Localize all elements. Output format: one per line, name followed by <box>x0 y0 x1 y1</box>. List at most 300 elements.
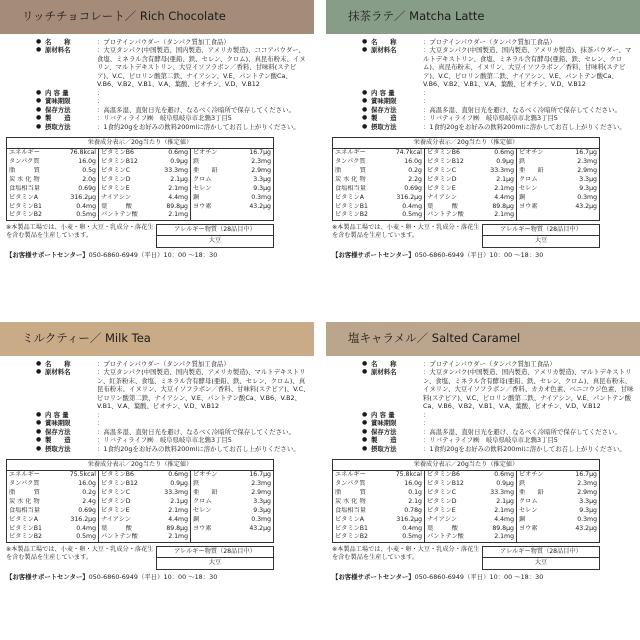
nutrition-column <box>7 471 99 542</box>
nutrient-row <box>99 203 190 212</box>
bullet-icon: ● <box>36 368 42 376</box>
nutrition-column <box>99 471 191 542</box>
field-label: 名 称 <box>371 360 397 368</box>
nutrient-name: 食塩相当量 <box>335 506 366 514</box>
nutrient-value: 4.4mg <box>168 515 188 523</box>
field-how-to <box>36 445 310 453</box>
field-value: ：高温多湿、直射日光を避け、なるべく冷暗所で保存してください。 <box>423 427 621 436</box>
nutrient-name: パントテン酸 <box>101 211 138 219</box>
nutrient-row <box>517 471 599 480</box>
nutrient-value: 2.1mg <box>494 211 514 219</box>
support-label: 【お客様サポートセンター】 <box>6 573 89 582</box>
product-panel-salted-caramel <box>326 322 640 638</box>
label-info <box>326 34 640 260</box>
field-how-to <box>36 123 310 131</box>
nutrient-name: 銅 <box>519 515 526 523</box>
field-value: ： <box>97 88 104 97</box>
allergen-note: ※本製品工場では、小麦・卵・大豆・乳成分・落花生を含む製品を生産しています。 <box>6 224 154 240</box>
field-ingredients <box>362 46 636 88</box>
label-footer <box>6 223 274 251</box>
nutrient-name: ナイアシン <box>101 193 131 201</box>
bullet-icon: ● <box>362 427 368 435</box>
nutrient-row <box>425 516 516 525</box>
support-center <box>6 573 310 581</box>
nutrition-column <box>517 471 599 542</box>
nutrient-name: ヨウ素 <box>193 524 212 532</box>
nutrient-row <box>191 480 273 489</box>
nutrient-value: 0.4mg <box>76 202 96 210</box>
nutrient-row <box>333 185 424 194</box>
nutrient-row <box>425 507 516 516</box>
product-title-band <box>0 322 314 356</box>
nutrient-value: 0.69g <box>78 506 96 514</box>
nutrient-name: タンパク質 <box>335 158 366 166</box>
field-storage <box>362 106 636 114</box>
support-center <box>332 251 636 259</box>
nutrient-value: 2.9mg <box>251 166 271 174</box>
nutrient-name: エネルギー <box>9 149 40 157</box>
nutrient-name: ナイアシン <box>427 515 457 523</box>
nutrient-row <box>517 489 599 498</box>
nutrient-row <box>517 516 599 525</box>
nutrient-value: 2.9mg <box>251 488 271 496</box>
nutrient-row <box>99 211 190 220</box>
nutrient-name: 鉄 <box>193 480 200 488</box>
field-label: 摂取方法 <box>371 444 397 453</box>
nutrient-name: ビタミンB12 <box>427 158 464 166</box>
nutrient-name: 炭 水 化 物 <box>9 175 40 183</box>
nutrition-column <box>333 149 425 220</box>
nutrient-value: 2.1µg <box>170 497 188 505</box>
nutrient-row <box>333 211 424 220</box>
nutrient-name: ビオチン <box>193 471 218 479</box>
nutrient-name: 食塩相当量 <box>335 184 366 192</box>
nutrient-row <box>99 471 190 480</box>
nutrient-row <box>425 158 516 167</box>
product-title: 抹茶ラテ／ Matcha Latte <box>348 9 485 24</box>
nutrient-name: ビタミンB1 <box>9 202 42 210</box>
nutrient-row <box>517 203 599 212</box>
field-label: 保存方法 <box>45 427 71 436</box>
nutrient-name: ナイアシン <box>427 193 457 201</box>
nutrient-row <box>425 194 516 203</box>
nutrient-row <box>517 498 599 507</box>
nutrient-row <box>99 533 190 542</box>
nutrient-row <box>425 480 516 489</box>
nutrient-name: 鉄 <box>519 158 526 166</box>
nutrient-name: 脂 質 <box>335 166 366 174</box>
nutrient-value: 43.2µg <box>575 202 597 210</box>
allergy-title: アレルギー物質（28品目中） <box>157 547 273 558</box>
nutrient-value: 2.9mg <box>577 488 597 496</box>
nutrient-row <box>191 194 273 203</box>
field-label: 名 称 <box>371 38 397 46</box>
nutrient-row <box>333 176 424 185</box>
nutrient-row <box>517 480 599 489</box>
nutrient-value: 33.3mg <box>490 166 514 174</box>
field-manufacturer <box>36 114 310 122</box>
nutrient-row <box>517 185 599 194</box>
nutrient-name: ヨウ素 <box>193 202 212 210</box>
field-value: ：1食約20gをお好みの飲料200mlに溶かしてお召し上がりください。 <box>423 122 626 131</box>
support-center <box>332 573 636 581</box>
nutrient-name: ビタミンE <box>101 184 130 192</box>
product-title: リッチチョコレート／ Rich Chocolate <box>22 9 226 24</box>
nutrition-table-title: 栄養成分表示／20g当たり（推定値） <box>7 460 273 471</box>
nutrient-value: 3.3µg <box>579 497 597 505</box>
nutrient-name: ビタミンB6 <box>101 149 134 157</box>
field-value: ：プロテインパウダー（タンパク質加工食品） <box>97 38 230 46</box>
field-value: ：高温多湿、直射日光を避け、なるべく冷暗所で保存してください。 <box>423 105 621 114</box>
nutrient-value: 16.0g <box>404 480 422 488</box>
field-label: 内 容 量 <box>371 410 395 419</box>
nutrient-row <box>191 176 273 185</box>
nutrient-value: 43.2µg <box>575 524 597 532</box>
field-label: 摂取方法 <box>45 122 71 131</box>
nutrient-name: ナイアシン <box>101 515 131 523</box>
bullet-icon: ● <box>362 97 368 105</box>
nutrient-value: 2.4g <box>82 497 96 505</box>
support-phone: 050-6860-6949（平日）10：00 ～18：30 <box>88 251 218 260</box>
nutrition-column <box>517 149 599 220</box>
nutrient-value: 0.9µg <box>170 158 188 166</box>
product-title: 塩キャラメル／ Salted Caramel <box>348 331 521 346</box>
nutrient-row <box>7 158 98 167</box>
field-value: ： <box>423 410 430 419</box>
nutrient-name: ヨウ素 <box>519 524 538 532</box>
nutrient-name: エネルギー <box>335 471 366 479</box>
bullet-icon: ● <box>36 88 42 96</box>
nutrient-row <box>333 480 424 489</box>
nutrient-name: エネルギー <box>9 471 40 479</box>
nutrient-name: ビタミンA <box>9 515 38 523</box>
field-how-to <box>362 445 636 453</box>
bullet-icon: ● <box>362 360 368 367</box>
nutrient-value: 0.78g <box>404 506 422 514</box>
field-label: 賞味期限 <box>371 419 397 428</box>
nutrient-value: 0.9µg <box>170 480 188 488</box>
nutrient-row <box>7 525 98 534</box>
nutrition-column <box>425 149 517 220</box>
nutrient-row <box>425 176 516 185</box>
nutrient-row <box>517 176 599 185</box>
nutrition-column <box>333 471 425 542</box>
nutrient-row <box>191 516 273 525</box>
field-label: 摂取方法 <box>371 122 397 131</box>
nutrition-column <box>99 149 191 220</box>
nutrition-table-body <box>7 471 273 542</box>
bullet-icon: ● <box>36 427 42 435</box>
nutrient-name: 脂 質 <box>9 488 40 496</box>
nutrient-value: 0.6mg <box>168 149 188 157</box>
nutrient-value: 16.7µg <box>249 471 271 479</box>
nutrient-row <box>425 203 516 212</box>
field-storage <box>362 428 636 436</box>
nutrient-name: 炭 水 化 物 <box>335 497 366 505</box>
nutrient-name: 葉 酸 <box>427 524 458 532</box>
nutrient-row <box>7 480 98 489</box>
bullet-icon: ● <box>362 114 368 122</box>
field-label: 原材料名 <box>371 368 397 377</box>
nutrient-value: 2.1mg <box>168 211 188 219</box>
field-ingredients <box>362 368 636 410</box>
nutrient-name: ビタミンB1 <box>335 202 368 210</box>
nutrient-name: 鉄 <box>519 480 526 488</box>
nutrient-name: セレン <box>519 184 538 192</box>
nutrient-name: ビタミンB2 <box>335 211 368 219</box>
nutrient-value: 16.7µg <box>575 149 597 157</box>
bullet-icon: ● <box>36 444 42 452</box>
nutrient-row <box>99 149 190 158</box>
nutrient-name: ビタミンC <box>427 166 457 174</box>
nutrient-name: ビタミンB6 <box>427 471 460 479</box>
bullet-icon: ● <box>362 436 368 444</box>
nutrient-value: 0.6mg <box>494 149 514 157</box>
field-value: ：1食約20gをお好みの飲料200mlに溶かしてお召し上がりください。 <box>97 122 300 131</box>
nutrient-value: 0.2g <box>408 166 422 174</box>
nutrient-value: 2.1mg <box>168 533 188 541</box>
field-label: 保存方法 <box>371 105 397 114</box>
nutrient-name: 食塩相当量 <box>9 506 40 514</box>
nutrient-value: 0.2g <box>82 488 96 496</box>
allergy-title: アレルギー物質（28品目中） <box>483 225 599 236</box>
bullet-icon: ● <box>362 46 368 54</box>
nutrient-name: ビタミンA <box>335 515 364 523</box>
nutrient-value: 75.5kcal <box>69 471 96 479</box>
field-label: 内 容 量 <box>45 88 69 97</box>
nutrient-name: 脂 質 <box>9 166 40 174</box>
nutrient-name: クロム <box>519 497 538 505</box>
allergen-note: ※本製品工場では、小麦・卵・大豆・乳成分・落花生を含む製品を生産しています。 <box>332 546 480 562</box>
nutrition-table-body <box>7 149 273 220</box>
field-label: 内 容 量 <box>45 410 69 419</box>
nutrient-row <box>191 149 273 158</box>
field-label: 製 造 <box>371 436 397 445</box>
field-label: 賞味期限 <box>45 419 71 428</box>
nutrition-table <box>6 459 274 543</box>
nutrient-row <box>99 167 190 176</box>
nutrient-row <box>99 185 190 194</box>
nutrient-value: 0.4mg <box>402 524 422 532</box>
nutrient-row <box>7 533 98 542</box>
field-best-before <box>36 419 310 427</box>
nutrient-name: 葉 酸 <box>101 524 132 532</box>
nutrient-value: 2.1mg <box>494 184 514 192</box>
nutrient-row <box>425 471 516 480</box>
nutrient-row <box>7 149 98 158</box>
field-how-to <box>362 123 636 131</box>
nutrient-value: 0.3mg <box>577 193 597 201</box>
nutrient-row <box>425 489 516 498</box>
nutrient-row <box>517 525 599 534</box>
nutrient-value: 2.9mg <box>577 166 597 174</box>
allergy-box <box>156 546 274 569</box>
nutrient-value: 2.3mg <box>577 158 597 166</box>
nutrition-column <box>425 471 517 542</box>
nutrient-value: 9.3µg <box>579 184 597 192</box>
nutrient-row <box>99 516 190 525</box>
allergy-box <box>482 224 600 247</box>
field-value: ：高温多湿、直射日光を避け、なるべく冷暗所で保存してください。 <box>97 427 295 436</box>
bullet-icon: ● <box>362 410 368 418</box>
field-label: 摂取方法 <box>45 444 71 453</box>
nutrient-row <box>517 158 599 167</box>
nutrient-value: 89.8µg <box>166 524 188 532</box>
support-phone: 050-6860-6949（平日）10：00 ～18：30 <box>414 251 544 260</box>
allergen-note: ※本製品工場では、小麦・卵・大豆・乳成分・落花生を含む製品を生産しています。 <box>332 224 480 240</box>
field-value: ：リバティライフ㈱ 岐阜県岐阜市北鶉3丁目5 <box>97 436 232 445</box>
nutrient-row <box>191 507 273 516</box>
nutrient-value: 0.3mg <box>251 193 271 201</box>
nutrient-name: クロム <box>519 175 538 183</box>
nutrient-row <box>191 471 273 480</box>
nutrient-value: 2.3mg <box>251 158 271 166</box>
field-label: 原材料名 <box>371 46 397 55</box>
nutrient-value: 0.9µg <box>496 158 514 166</box>
nutrient-value: 0.3mg <box>577 515 597 523</box>
bullet-icon: ● <box>362 122 368 130</box>
nutrient-value: 0.4mg <box>402 202 422 210</box>
nutrient-value: 16.0g <box>404 158 422 166</box>
field-value: ： <box>423 419 430 428</box>
field-value: ：1食約20gをお好みの飲料200mlに溶かしてお召し上がりください。 <box>97 444 300 453</box>
nutrient-row <box>7 167 98 176</box>
nutrition-table-body <box>333 149 599 220</box>
field-value: ：リバティライフ㈱ 岐阜県岐阜市北鶉3丁目5 <box>423 114 558 123</box>
nutrient-name: 炭 水 化 物 <box>335 175 366 183</box>
nutrient-value: 0.9µg <box>496 480 514 488</box>
allergy-value: 大豆 <box>534 559 548 567</box>
label-info <box>0 34 314 260</box>
nutrient-name: エネルギー <box>335 149 366 157</box>
nutrient-row <box>425 149 516 158</box>
nutrient-value: 2.1mg <box>494 533 514 541</box>
nutrient-value: 2.1µg <box>170 175 188 183</box>
nutrient-name: クロム <box>193 497 212 505</box>
field-label: 内 容 量 <box>371 88 395 97</box>
nutrient-row <box>425 185 516 194</box>
nutrient-row <box>191 185 273 194</box>
nutrient-value: 33.3mg <box>490 488 514 496</box>
support-label: 【お客様サポートセンター】 <box>332 251 415 260</box>
nutrient-value: 0.1g <box>408 488 422 496</box>
nutrition-table-title: 栄養成分表示／20g当たり（推定値） <box>333 460 599 471</box>
nutrient-value: 76.8kcal <box>69 149 96 157</box>
nutrient-row <box>99 525 190 534</box>
nutrient-value: 0.6mg <box>494 471 514 479</box>
bullet-icon: ● <box>362 88 368 96</box>
nutrient-row <box>191 158 273 167</box>
nutrient-value: 0.4mg <box>76 524 96 532</box>
nutrient-name: 葉 酸 <box>101 202 132 210</box>
nutrient-name: ビタミンB6 <box>427 149 460 157</box>
field-name <box>362 360 636 368</box>
allergy-title: アレルギー物質（28品目中） <box>483 547 599 558</box>
nutrient-value: 0.3mg <box>251 515 271 523</box>
nutrient-row <box>333 194 424 203</box>
nutrient-value: 2.3mg <box>251 480 271 488</box>
nutrient-name: ビタミンA <box>9 193 38 201</box>
support-phone: 050-6860-6949（平日）10：00 ～18：30 <box>414 573 544 582</box>
field-value: ：大豆タンパク(中国製造、国内製造、アメリカ製造)、マルトデキストリン、食塩、ミネラル含有酵母(亜鉛、鉄、セレン、クロム)、真昆布粉末、イヌリン、大豆イソフラボン／香料、カカオ色素、ベニコウジ色素、甘味料(ステビア)、V.C、ピロリン酸第二鉄、ナイアシン、V.E、パントテン酸Ca、V.B6、V.B2、V.B1、V.A、葉酸、ビオチン、V.D、V.B12 <box>423 368 634 411</box>
field-value: ： <box>97 97 104 106</box>
nutrient-name: ビタミンB2 <box>335 533 368 541</box>
nutrient-row <box>333 158 424 167</box>
nutrient-value: 2.1µg <box>496 497 514 505</box>
nutrient-row <box>517 167 599 176</box>
allergy-value: 大豆 <box>208 559 222 567</box>
nutrient-name: ビタミンB2 <box>9 533 42 541</box>
nutrient-row <box>333 498 424 507</box>
field-label: 保存方法 <box>371 427 397 436</box>
nutrient-row <box>333 533 424 542</box>
field-value: ： <box>97 419 104 428</box>
nutrient-name: ビタミンB1 <box>335 524 368 532</box>
nutrient-value: 2.1mg <box>168 506 188 514</box>
nutrient-row <box>7 194 98 203</box>
nutrient-row <box>333 167 424 176</box>
field-label: 名 称 <box>45 38 71 46</box>
nutrient-name: 亜 鉛 <box>193 488 218 496</box>
bullet-icon: ● <box>362 38 368 45</box>
field-label: 名 称 <box>45 360 71 368</box>
nutrient-row <box>7 211 98 220</box>
label-footer <box>332 223 600 251</box>
nutrient-value: 4.4mg <box>494 515 514 523</box>
nutrient-row <box>425 498 516 507</box>
allergen-note: ※本製品工場では、小麦・卵・大豆・乳成分・落花生を含む製品を生産しています。 <box>6 546 154 562</box>
field-manufacturer <box>362 436 636 444</box>
nutrient-name: ビオチン <box>519 149 544 157</box>
product-title-band <box>326 322 640 356</box>
nutrient-value: 9.3µg <box>253 184 271 192</box>
nutrient-value: 2.1µg <box>496 175 514 183</box>
nutrient-name: 亜 鉛 <box>519 166 544 174</box>
nutrient-value: 16.0g <box>78 158 96 166</box>
field-best-before <box>36 97 310 105</box>
nutrient-value: 2.2g <box>408 175 422 183</box>
nutrient-row <box>7 185 98 194</box>
nutrient-value: 4.4mg <box>168 193 188 201</box>
nutrient-value: 75.8kcal <box>395 471 422 479</box>
nutrient-name: ビタミンC <box>101 166 131 174</box>
field-label: 原材料名 <box>45 368 71 377</box>
nutrient-value: 16.7µg <box>575 471 597 479</box>
nutrient-name: ビタミンC <box>427 488 457 496</box>
field-storage <box>36 428 310 436</box>
nutrient-name: パントテン酸 <box>427 533 464 541</box>
label-footer <box>6 545 274 573</box>
nutrient-value: 0.5mg <box>402 533 422 541</box>
field-content <box>362 89 636 97</box>
nutrient-row <box>99 480 190 489</box>
nutrient-name: ビタミンB6 <box>101 471 134 479</box>
nutrient-value: 316.2µg <box>70 515 96 523</box>
field-value: ：プロテインパウダー（タンパク質加工食品） <box>423 360 556 368</box>
nutrition-table <box>332 459 600 543</box>
nutrient-row <box>191 203 273 212</box>
nutrient-row <box>99 158 190 167</box>
nutrient-name: タンパク質 <box>9 158 40 166</box>
nutrient-row <box>191 525 273 534</box>
field-value: ： <box>97 410 104 419</box>
nutrient-row <box>99 194 190 203</box>
nutrient-name: クロム <box>193 175 212 183</box>
field-label: 製 造 <box>371 114 397 123</box>
nutrient-row <box>7 176 98 185</box>
field-name <box>362 38 636 46</box>
nutrient-row <box>517 507 599 516</box>
